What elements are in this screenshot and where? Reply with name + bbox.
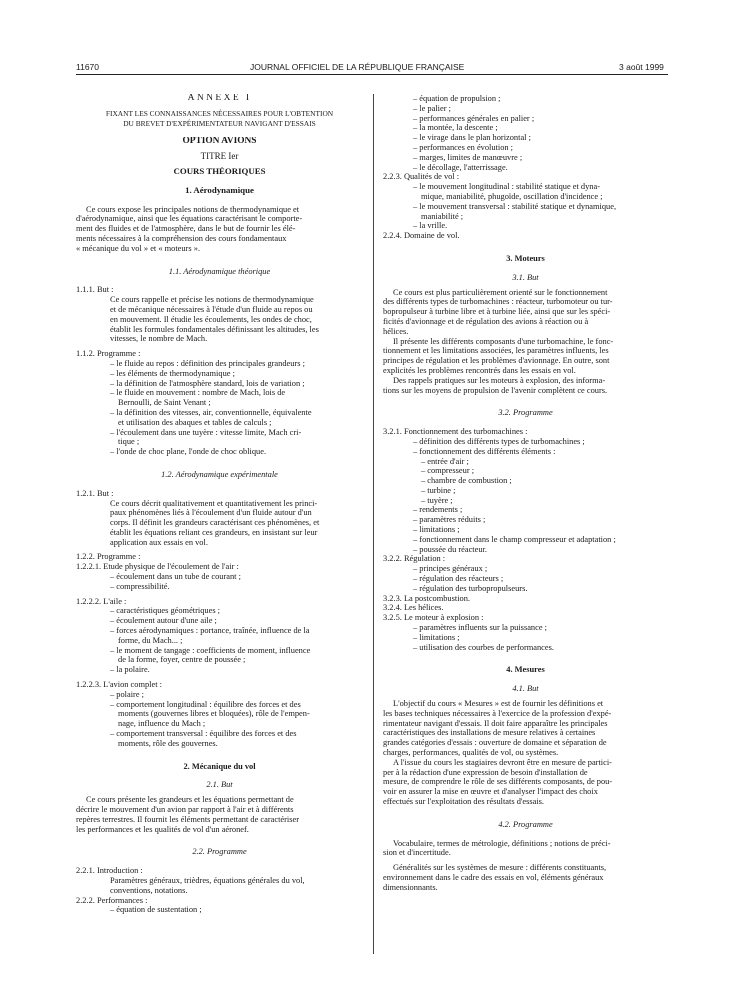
text-line: – le mouvement transversal : stabilité statique et dynamique,	[413, 201, 617, 211]
text-line: Il présente les différents composants d'une turbomachine, le fonc-	[393, 336, 614, 346]
text-line: Ce cours présente les grandeurs et les équations permettant de	[86, 795, 294, 805]
text-line: – caractéristiques géométriques ;	[110, 606, 220, 616]
text-line: ficités d'avionnage et de régulation des avions à réaction ou à	[383, 316, 589, 326]
text-line: – écoulement autour d'une aile ;	[110, 616, 217, 626]
section-heading: 3. Moteurs	[506, 253, 545, 263]
text-line: environnement dans le cadre des essais en vol, éléments généraux	[383, 872, 604, 882]
text-line: hélices.	[383, 326, 409, 336]
text-line: maniabilité ;	[421, 211, 464, 221]
section-heading: 2. Mécanique du vol	[183, 761, 256, 771]
journal-title: JOURNAL OFFICIEL DE LA RÉPUBLIQUE FRANÇAISE	[250, 62, 465, 72]
text-line: – la définition de l'atmosphère standard, lois de variation ;	[110, 378, 305, 388]
text-line: – la vrille.	[413, 221, 448, 231]
text-line: tions sur les moyens de propulsion de l'avenir complètent ce cours.	[383, 385, 608, 395]
text-line: – écoulement dans un tube de courant ;	[110, 572, 241, 582]
text-line: – équation de sustentation ;	[110, 905, 202, 915]
text-line: – régulation des turbopropulseurs.	[413, 583, 528, 593]
text-line: – la polaire.	[110, 665, 150, 675]
issue-date: 3 août 1999	[619, 62, 664, 72]
section-heading: 2.2. Programme	[192, 847, 247, 857]
section-heading: ANNEXE I	[187, 94, 252, 103]
text-line: voir en assurer la mise en œuvre et d'analyser l'impact des choix	[383, 787, 598, 797]
section-heading: 1.2. Aérodynamique expérimentale	[161, 469, 278, 479]
text-line: 3.2.1. Fonctionnement des turbomachines :	[383, 427, 528, 437]
text-line: – chambre de combustion ;	[421, 476, 512, 486]
text-line: établit les formules fondamentales définissant les altitudes, les	[110, 324, 319, 334]
text-line: – fonctionnement des différents éléments :	[413, 446, 556, 456]
left-column	[76, 94, 363, 915]
text-line: – équation de propulsion ;	[413, 94, 501, 103]
section-heading: 4.1. But	[512, 684, 539, 694]
section-heading: 3.2. Programme	[498, 408, 553, 418]
text-line: – le fluide au repos : définition des principales grandeurs ;	[110, 358, 305, 368]
section-heading: DU BREVET D'EXPÉRIMENTATEUR NAVIGANT D'ESSAIS	[123, 118, 316, 128]
text-line: charges, performances, qualités de vol, ou systèmes.	[383, 748, 559, 758]
text-line: per à la rédaction d'une expression de besoin d'installation de	[383, 767, 588, 777]
section-heading: 3.1. But	[512, 272, 539, 282]
text-line: A l'issue du cours les stagiaires devront être en mesure de partici-	[393, 757, 612, 767]
text-line: – tuyère ;	[421, 495, 453, 505]
text-line: 2.2.1. Introduction :	[76, 866, 143, 876]
section-heading: FIXANT LES CONNAISSANCES NÉCESSAIRES POUR L'OBTENTION	[105, 108, 334, 118]
text-line: 1.2.2.2. L'aile :	[76, 596, 127, 606]
text-line: dimensionnants.	[383, 882, 438, 892]
text-line: 1.2.2.3. L'avion complet :	[76, 680, 162, 690]
text-line: – paramètres influents sur la puissance ;	[413, 623, 547, 633]
text-line: moments, rôle des gouvernes.	[118, 738, 218, 748]
text-line: 1.2.2.1. Etude physique de l'écoulement de l'air :	[76, 562, 239, 572]
text-line: – performances générales en palier ;	[413, 113, 535, 123]
text-line: – paramètres réduits ;	[413, 515, 486, 525]
text-line: – performances en évolution ;	[413, 142, 514, 152]
text-line: Des rappels pratiques sur les moteurs à explosion, des informa-	[393, 375, 606, 385]
text-line: en mouvement. Il étudie les écoulements, les ondes de choc,	[110, 314, 312, 324]
text-line: – l'écoulement dans une tuyère : vitesse limite, Mach cri-	[110, 427, 302, 437]
text-line: ment des fluides et de l'atmosphère, dans le but de fournir les élé-	[76, 224, 296, 234]
section-heading: 1. Aérodynamique	[185, 185, 254, 195]
text-line: L'objectif du cours « Mesures » est de fournir les définitions et	[393, 699, 604, 709]
text-line: 3.2.4. Les hélices.	[383, 603, 444, 613]
text-line: 2.2.3. Qualités de vol :	[383, 172, 460, 182]
text-line: application aux essais en vol.	[110, 537, 208, 547]
header-rule	[76, 74, 668, 75]
text-line: – le palier ;	[413, 103, 451, 113]
text-line: Ce cours rappelle et précise les notions de thermodynamique	[110, 295, 314, 305]
text-line: 1.1.1. But :	[76, 285, 114, 295]
text-line: – le virage dans le plan horizontal ;	[413, 133, 531, 143]
text-line: – limitations ;	[413, 525, 460, 535]
text-line: – rendements ;	[413, 505, 463, 515]
text-line: – la définition des vitesses, air, conventionnelle, équivalente	[110, 407, 312, 417]
text-line: Bernoulli, de Saint Venant ;	[118, 398, 211, 408]
text-line: – régulation des réacteurs ;	[413, 574, 504, 584]
text-line: corps. Il définit les grandeurs caractérisant ces phénomènes, et	[110, 518, 320, 528]
text-line: – turbine ;	[421, 485, 456, 495]
text-line: – limitations ;	[413, 632, 460, 642]
section-heading: 1.1. Aérodynamique théorique	[168, 266, 271, 276]
text-line: Généralités sur les systèmes de mesure : différents constituants,	[393, 863, 607, 873]
text-line: d'aérodynamique, ainsi que les équations caractérisant le comporte-	[76, 214, 303, 224]
section-heading: 2.1. But	[206, 780, 233, 790]
text-line: décrire le mouvement d'un avion par rapport à l'air et à différents	[76, 805, 294, 815]
section-heading: 4.2. Programme	[498, 819, 553, 829]
text-line: – comportement longitudinal : équilibre des forces et des	[110, 699, 301, 709]
text-line: 3.2.3. La postcombustion.	[383, 593, 471, 603]
text-line: « mécanique du vol » et « moteurs ».	[76, 243, 200, 253]
text-line: mesure, de comprendre le rôle de ses différents composants, de pou-	[383, 777, 613, 787]
text-line: mique, maniabilité, phugoïde, oscillation d'incidence ;	[421, 191, 603, 201]
text-line: – poussée du réacteur.	[413, 544, 487, 554]
text-line: – comportement transversal : équilibre des forces et des	[110, 729, 297, 739]
text-line: – entrée d'air ;	[421, 456, 469, 466]
text-line: – définition des différents types de turbomachines ;	[413, 436, 585, 446]
text-line: établit les équations reliant ces grandeurs, en insistant sur leur	[110, 527, 318, 537]
text-line: – polaire ;	[110, 689, 144, 699]
column-divider	[373, 94, 374, 954]
text-line: des différents types de turbomachines : réacteur, turbomoteur ou tur-	[383, 297, 613, 307]
section-heading: TITRE Ier	[200, 152, 239, 162]
text-line: explicités les problèmes rencontrés dans les essais en vol.	[383, 365, 576, 375]
text-line: – le moment de tangage : coefficients de moment, influence	[110, 645, 311, 655]
text-line: – le fluide en mouvement : nombre de Mach, lois de	[110, 388, 286, 398]
text-line: de la forme, foyer, centre de poussée ;	[118, 655, 246, 665]
text-line: – marges, limites de manœuvre ;	[413, 152, 523, 162]
text-line: bopropulseur à turbine libre et à turbine liée, ainsi que sur les spéci-	[383, 307, 611, 317]
text-line: – l'onde de choc plane, l'onde de choc oblique.	[110, 447, 267, 457]
text-line: – les éléments de thermodynamique ;	[110, 368, 235, 378]
text-line: – la montée, la descente ;	[413, 123, 498, 133]
text-line: rimentateur navigant d'essais. Il doit faire apparaître les principales	[383, 718, 608, 728]
page-number: 11670	[76, 62, 100, 72]
text-line: caractéristiques des installations de mesure relatives à certaines	[383, 728, 596, 738]
text-line: 1.2.1. But :	[76, 488, 114, 498]
text-line: et utilisation des abaques et tables de calculs ;	[118, 417, 272, 427]
text-line: principes de régulation et les problèmes d'avionnage. En outre, sont	[383, 356, 610, 366]
text-line: nage, influence du Mach ;	[118, 719, 206, 729]
text-line: moments (gouvernes libres et bloquées), rôle de l'empen-	[118, 709, 310, 719]
text-line: – principes généraux ;	[413, 564, 488, 574]
section-heading: 4. Mesures	[506, 665, 545, 675]
text-line: – utilisation des courbes de performances.	[413, 642, 554, 652]
text-line: Ce cours expose les principales notions de thermodynamique et	[86, 204, 300, 214]
text-line: Vocabulaire, termes de métrologie, définitions ; notions de préci-	[393, 838, 611, 848]
text-line: – compresseur ;	[421, 466, 475, 476]
text-line: forme, du Mach... ;	[118, 635, 183, 645]
text-line: paux phénomènes liés à l'écoulement d'un fluide autour d'un	[110, 508, 312, 518]
text-line: Ce cours décrit qualitativement et quantitativement les princi-	[110, 498, 318, 508]
text-line: – compressibilité.	[110, 581, 170, 591]
text-line: 3.2.5. Le moteur à explosion :	[383, 613, 484, 623]
text-line: tionnement et les limitations associées, les paramètres influents, les	[383, 346, 609, 356]
text-line: vitesses, le nombre de Mach.	[110, 334, 208, 344]
text-line: et de mécanique nécessaires à l'étude d'un fluide au repos ou	[110, 304, 313, 314]
text-line: 1.2.2. Programme :	[76, 552, 141, 562]
text-line: les performances et les qualités de vol d'un aéronef.	[76, 824, 249, 834]
text-line: – fonctionnement dans le champ compresseur et adaptation ;	[413, 534, 616, 544]
text-line: Ce cours est plus particulièrement orienté sur le fonctionnement	[393, 287, 608, 297]
text-line: effectués sur l'exploitation des résultats d'essais.	[383, 797, 545, 806]
text-line: 3.2.2. Régulation :	[383, 554, 446, 564]
text-line: Paramètres généraux, trièdres, équations générales du vol,	[110, 876, 305, 885]
text-line: grandes catégories d'essais : ouverture de domaine et séparation de	[383, 738, 607, 748]
text-line: – forces aérodynamiques : portance, traînée, influence de la	[110, 626, 310, 636]
text-line: repères terrestres. Il fournit les éléments permettant de caractériser	[76, 814, 299, 824]
text-line: – le mouvement longitudinal : stabilité statique et dyna-	[413, 182, 601, 192]
section-heading: COURS THÉORIQUES	[173, 166, 266, 176]
text-line: les bases techniques nécessaires à l'exercice de la profession d'expé-	[383, 708, 612, 718]
text-line: sion et d'incertitude.	[383, 848, 451, 858]
text-line: – le décollage, l'atterrissage.	[413, 162, 508, 172]
section-heading: OPTION AVIONS	[182, 137, 257, 147]
text-line: 2.2.4. Domaine de vol.	[383, 231, 460, 241]
right-column	[383, 94, 668, 893]
text-line: tique ;	[118, 437, 140, 447]
text-line: conventions, notations.	[110, 885, 188, 895]
text-line: ments nécessaires à la compréhension des cours fondamentaux	[76, 233, 287, 243]
text-line: 1.1.2. Programme :	[76, 349, 141, 359]
text-line: 2.2.2. Performances :	[76, 895, 148, 905]
